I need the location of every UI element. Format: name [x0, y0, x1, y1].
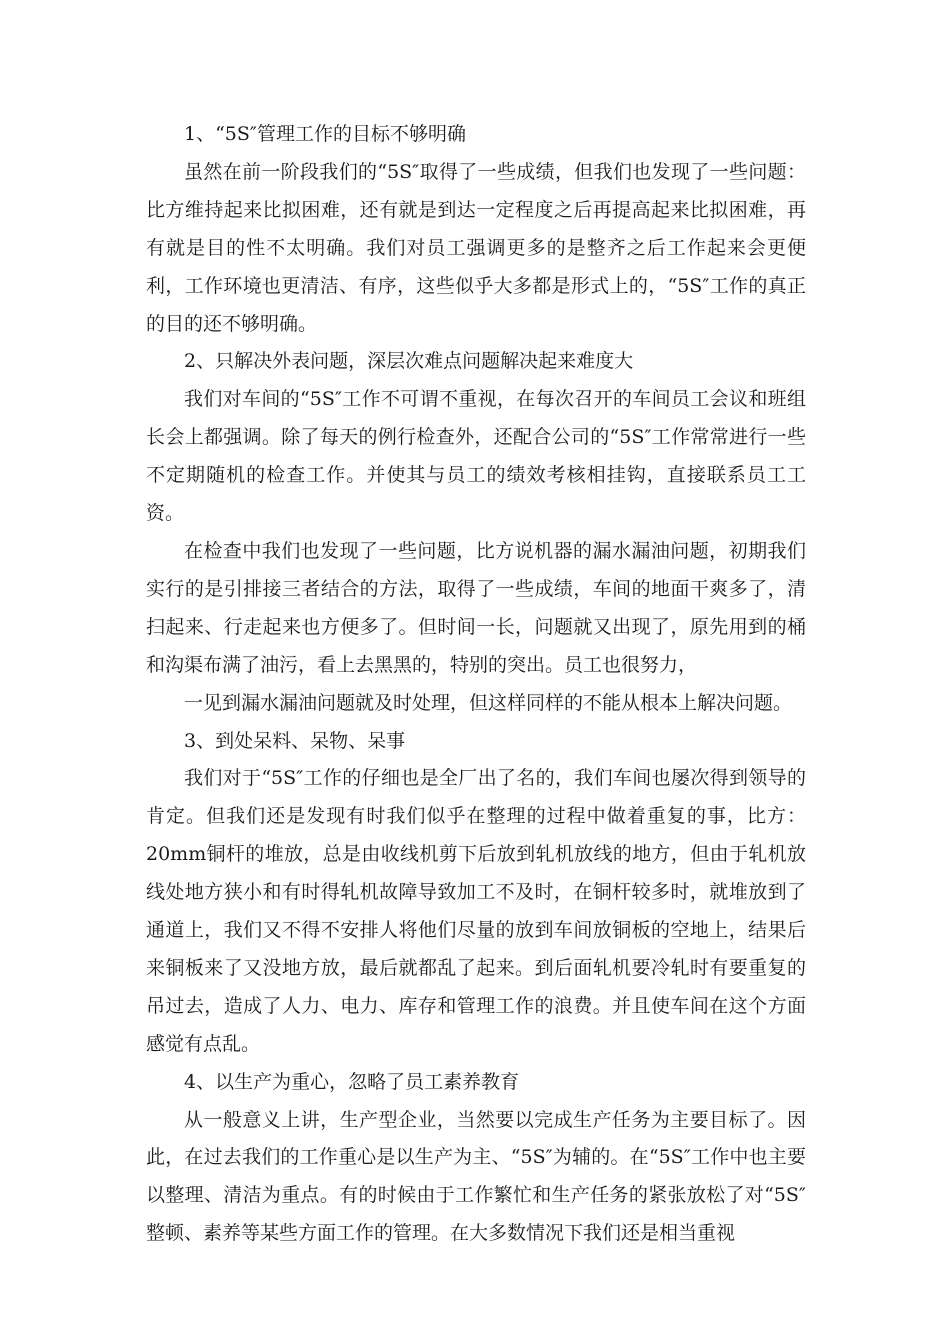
paragraph: 我们对车间的“5S″工作不可谓不重视，在每次召开的车间员工会议和班组长会上都强调。除了每天的例行检查外，还配合公司的“5S″工作常常进行一些不定期随机的检查工作。并使其与员工的绩效考核相挂钩，直接联系员工工资。 [146, 388, 806, 525]
paragraph: 在检查中我们也发现了一些问题，比方说机器的漏水漏油问题，初期我们实行的是引排接三者结合的方法，取得了一些成绩，车间的地面干爽多了，清扫起来、行走起来也方便多了。但时间一长，问题就又出现了，原先用到的桶和沟渠布满了油污，看上去黑黑的，特别的突出。员工也很努力， [146, 539, 806, 676]
paragraph: 我们对于“5S″工作的仔细也是全厂出了名的，我们车间也屡次得到领导的肯定。但我们还是发现有时我们似乎在整理的过程中做着重复的事，比方：20mm铜杆的堆放，总是由收线机剪下后放到轧机放线的地方，但由于轧机放线处地方狭小和有时得轧机故障导致加工不及时，在铜杆较多时，就堆放到了通道上，我们又不得不安排人将他们尽量的放到车间放铜板的空地上，结果后来铜板来了又没地方放，最后就都乱了起来。到后面轧机要冷轧时有要重复的吊过去，造成了人力、电力、库存和管理工作的浪费。并且使车间在这个方面感觉有点乱。 [146, 767, 806, 1055]
heading-4: 4、以生产为重心，忽略了员工素养教育 [184, 1070, 520, 1093]
heading-2: 2、只解决外表问题，深层次难点问题解决起来难度大 [184, 350, 634, 373]
paragraph: 一见到漏水漏油问题就及时处理，但这样同样的不能从根本上解决问题。 [184, 691, 793, 714]
paragraph: 虽然在前一阶段我们的“5S″取得了一些成绩，但我们也发现了一些问题：比方维持起来比拟困难，还有就是到达一定程度之后再提高起来比拟困难，再有就是目的性不太明确。我们对员工强调更多的是整齐之后工作起来会更便利，工作环境也更清洁、有序，这些似乎大多都是形式上的，“5S″工作的真正的目的还不够明确。 [146, 160, 806, 335]
document-body [146, 116, 806, 1253]
paragraph: 从一般意义上讲，生产型企业，当然要以完成生产任务为主要目标了。因此，在过去我们的工作重心是以生产为主、“5S″为辅的。在“5S″工作中也主要以整理、清洁为重点。有的时候由于工作繁忙和生产任务的紧张放松了对“5S″整顿、素养等某些方面工作的管理。在大多数情况下我们还是相当重视 [146, 1108, 806, 1245]
heading-1: 1、“5S″管理工作的目标不够明确 [184, 123, 467, 145]
heading-3: 3、到处呆料、呆物、呆事 [184, 729, 406, 752]
